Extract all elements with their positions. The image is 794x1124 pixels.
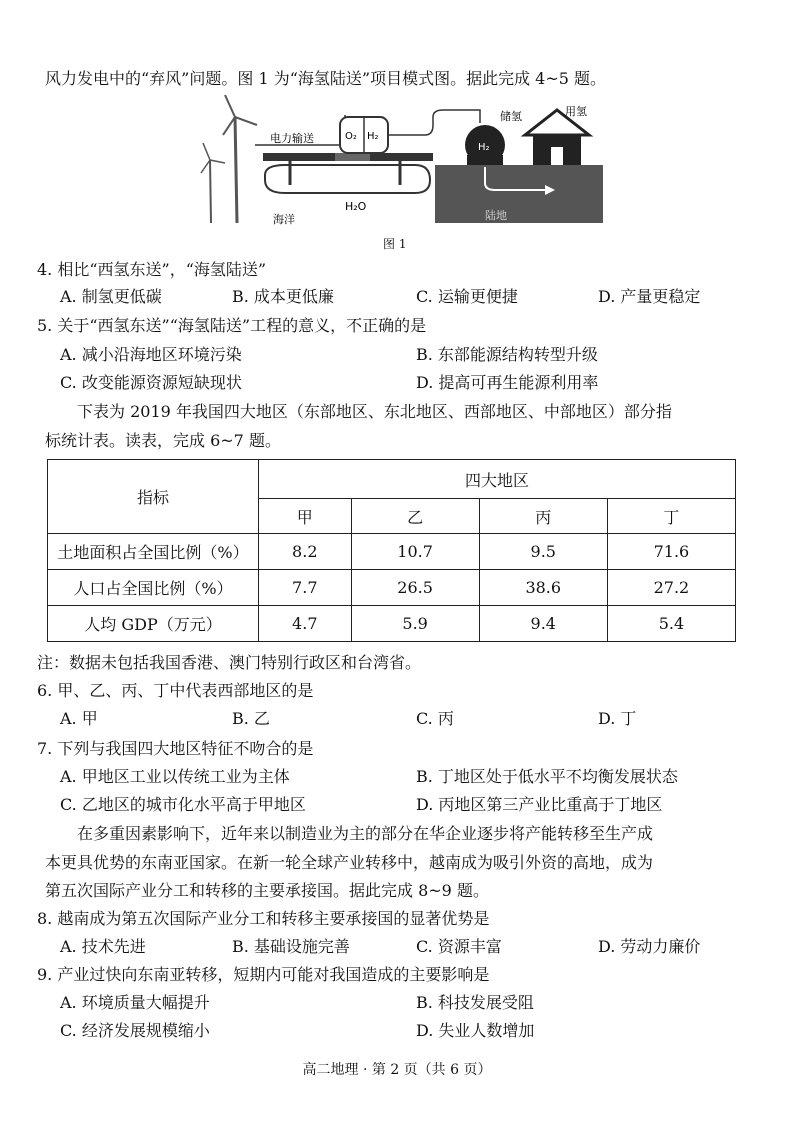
wind-turbine-small [201, 143, 225, 223]
passage-line-1: 在多重因素影响下，近年来以制造业为主的部分在华企业逐步将产能转移至生产成 [77, 824, 654, 843]
power-label: 电力输送 [270, 132, 314, 145]
question-5-option-b: B. 东部能源结构转型升级 [416, 345, 598, 364]
question-4-option-a: A. 制氢更低碳 [60, 287, 162, 306]
cell-value: 9.5 [479, 534, 607, 570]
question-8-option-b: B. 基础设施完善 [232, 937, 350, 956]
wind-turbine-large [223, 95, 257, 223]
question-6-option-c: C. 丙 [416, 709, 454, 728]
question-8-option-a: A. 技术先进 [60, 937, 146, 956]
header-regions-group: 四大地区 [259, 460, 736, 499]
land-block [435, 165, 603, 223]
question-4-option-d: D. 产量更稳定 [598, 287, 701, 306]
passage-line-3: 第五次国际产业分工和转移的主要承接国。据此完成 8~9 题。 [45, 881, 489, 900]
cell-value: 10.7 [351, 534, 479, 570]
question-8-option-c: C. 资源丰富 [416, 937, 502, 956]
table-note: 注：数据未包括我国香港、澳门特别行政区和台湾省。 [37, 653, 422, 672]
row-label: 土地面积占全国比例（%） [48, 534, 259, 570]
water-label: H₂O [345, 200, 367, 213]
question-6-option-d: D. 丁 [598, 709, 637, 728]
question-4-option-b: B. 成本更低廉 [232, 287, 334, 306]
figure-1-diagram [195, 95, 615, 230]
cell-value: 8.2 [259, 534, 352, 570]
header-region-ding: 丁 [607, 499, 735, 534]
cell-value: 71.6 [607, 534, 735, 570]
question-9-option-b: B. 科技发展受阻 [416, 993, 534, 1012]
cell-value: 5.4 [607, 606, 735, 642]
figure-caption: 图 1 [383, 237, 407, 251]
table-intro-line-1: 下表为 2019 年我国四大地区（东部地区、东北地区、西部地区、中部地区）部分指 [77, 402, 672, 421]
row-label: 人均 GDP（万元） [48, 606, 259, 642]
question-7-option-d: D. 丙地区第三产业比重高于丁地区 [416, 795, 663, 814]
land-label: 陆地 [485, 209, 507, 222]
cell-value: 27.2 [607, 570, 735, 606]
header-indicator: 指标 [48, 460, 259, 534]
question-4-option-c: C. 运输更便捷 [416, 287, 518, 306]
header-region-bing: 丙 [479, 499, 607, 534]
cell-value: 7.7 [259, 570, 352, 606]
question-9-option-a: A. 环境质量大幅提升 [60, 993, 210, 1012]
header-region-jia: 甲 [259, 499, 352, 534]
ocean-label: 海洋 [273, 213, 295, 226]
question-7-option-b: B. 丁地区处于低水平不均衡发展状态 [416, 767, 678, 786]
cell-value: 9.4 [479, 606, 607, 642]
question-6-option-b: B. 乙 [232, 709, 270, 728]
question-8-option-d: D. 劳动力廉价 [598, 937, 701, 956]
question-5-option-a: A. 减小沿海地区环境污染 [60, 345, 242, 364]
question-9-stem: 9. 产业过快向东南亚转移，短期内可能对我国造成的主要影响是 [37, 965, 490, 984]
question-6-stem: 6. 甲、乙、丙、丁中代表西部地区的是 [37, 681, 314, 700]
table-row [48, 570, 736, 606]
o2-label: O₂ [345, 131, 357, 142]
question-9-option-d: D. 失业人数增加 [416, 1021, 535, 1040]
h2-label: H₂ [367, 131, 379, 142]
use-label: 用氢 [565, 105, 587, 118]
cell-value: 38.6 [479, 570, 607, 606]
header-region-yi: 乙 [351, 499, 479, 534]
question-5-stem: 5. 关于“西氢东送”“海氢陆送”工程的意义，不正确的是 [37, 316, 427, 335]
cell-value: 5.9 [351, 606, 479, 642]
question-7-stem: 7. 下列与我国四大地区特征不吻合的是 [37, 739, 314, 758]
question-4-stem: 4. 相比“西氢东送”，“海氢陆送” [37, 260, 267, 279]
question-5-option-c: C. 改变能源资源短缺现状 [60, 373, 242, 392]
intro-text: 风力发电中的“弃风”问题。图 1 为“海氢陆送”项目模式图。据此完成 4~5 题。 [45, 69, 607, 88]
statistics-table [47, 459, 736, 642]
question-7-option-c: C. 乙地区的城市化水平高于甲地区 [60, 795, 306, 814]
table-intro-line-2: 标统计表。读表，完成 6~7 题。 [45, 431, 281, 450]
question-9-option-c: C. 经济发展规模缩小 [60, 1021, 210, 1040]
pipe [388, 110, 480, 135]
table-row [48, 606, 736, 642]
table-row [48, 534, 736, 570]
question-5-option-d: D. 提高可再生能源利用率 [416, 373, 599, 392]
passage-line-2: 本更具优势的东南亚国家。在新一轮全球产业转移中，越南成为吸引外资的高地，成为 [45, 853, 654, 872]
question-6-option-a: A. 甲 [60, 709, 98, 728]
question-8-stem: 8. 越南成为第五次国际产业分工和转移主要承接国的显著优势是 [37, 909, 490, 928]
storage-label: 储氢 [500, 110, 522, 123]
question-7-option-a: A. 甲地区工业以传统工业为主体 [60, 767, 290, 786]
row-label: 人口占全国比例（%） [48, 570, 259, 606]
cell-value: 4.7 [259, 606, 352, 642]
page-footer: 高二地理 · 第 2 页（共 6 页） [302, 1062, 492, 1078]
tank-label: H₂ [478, 142, 490, 153]
cell-value: 26.5 [351, 570, 479, 606]
